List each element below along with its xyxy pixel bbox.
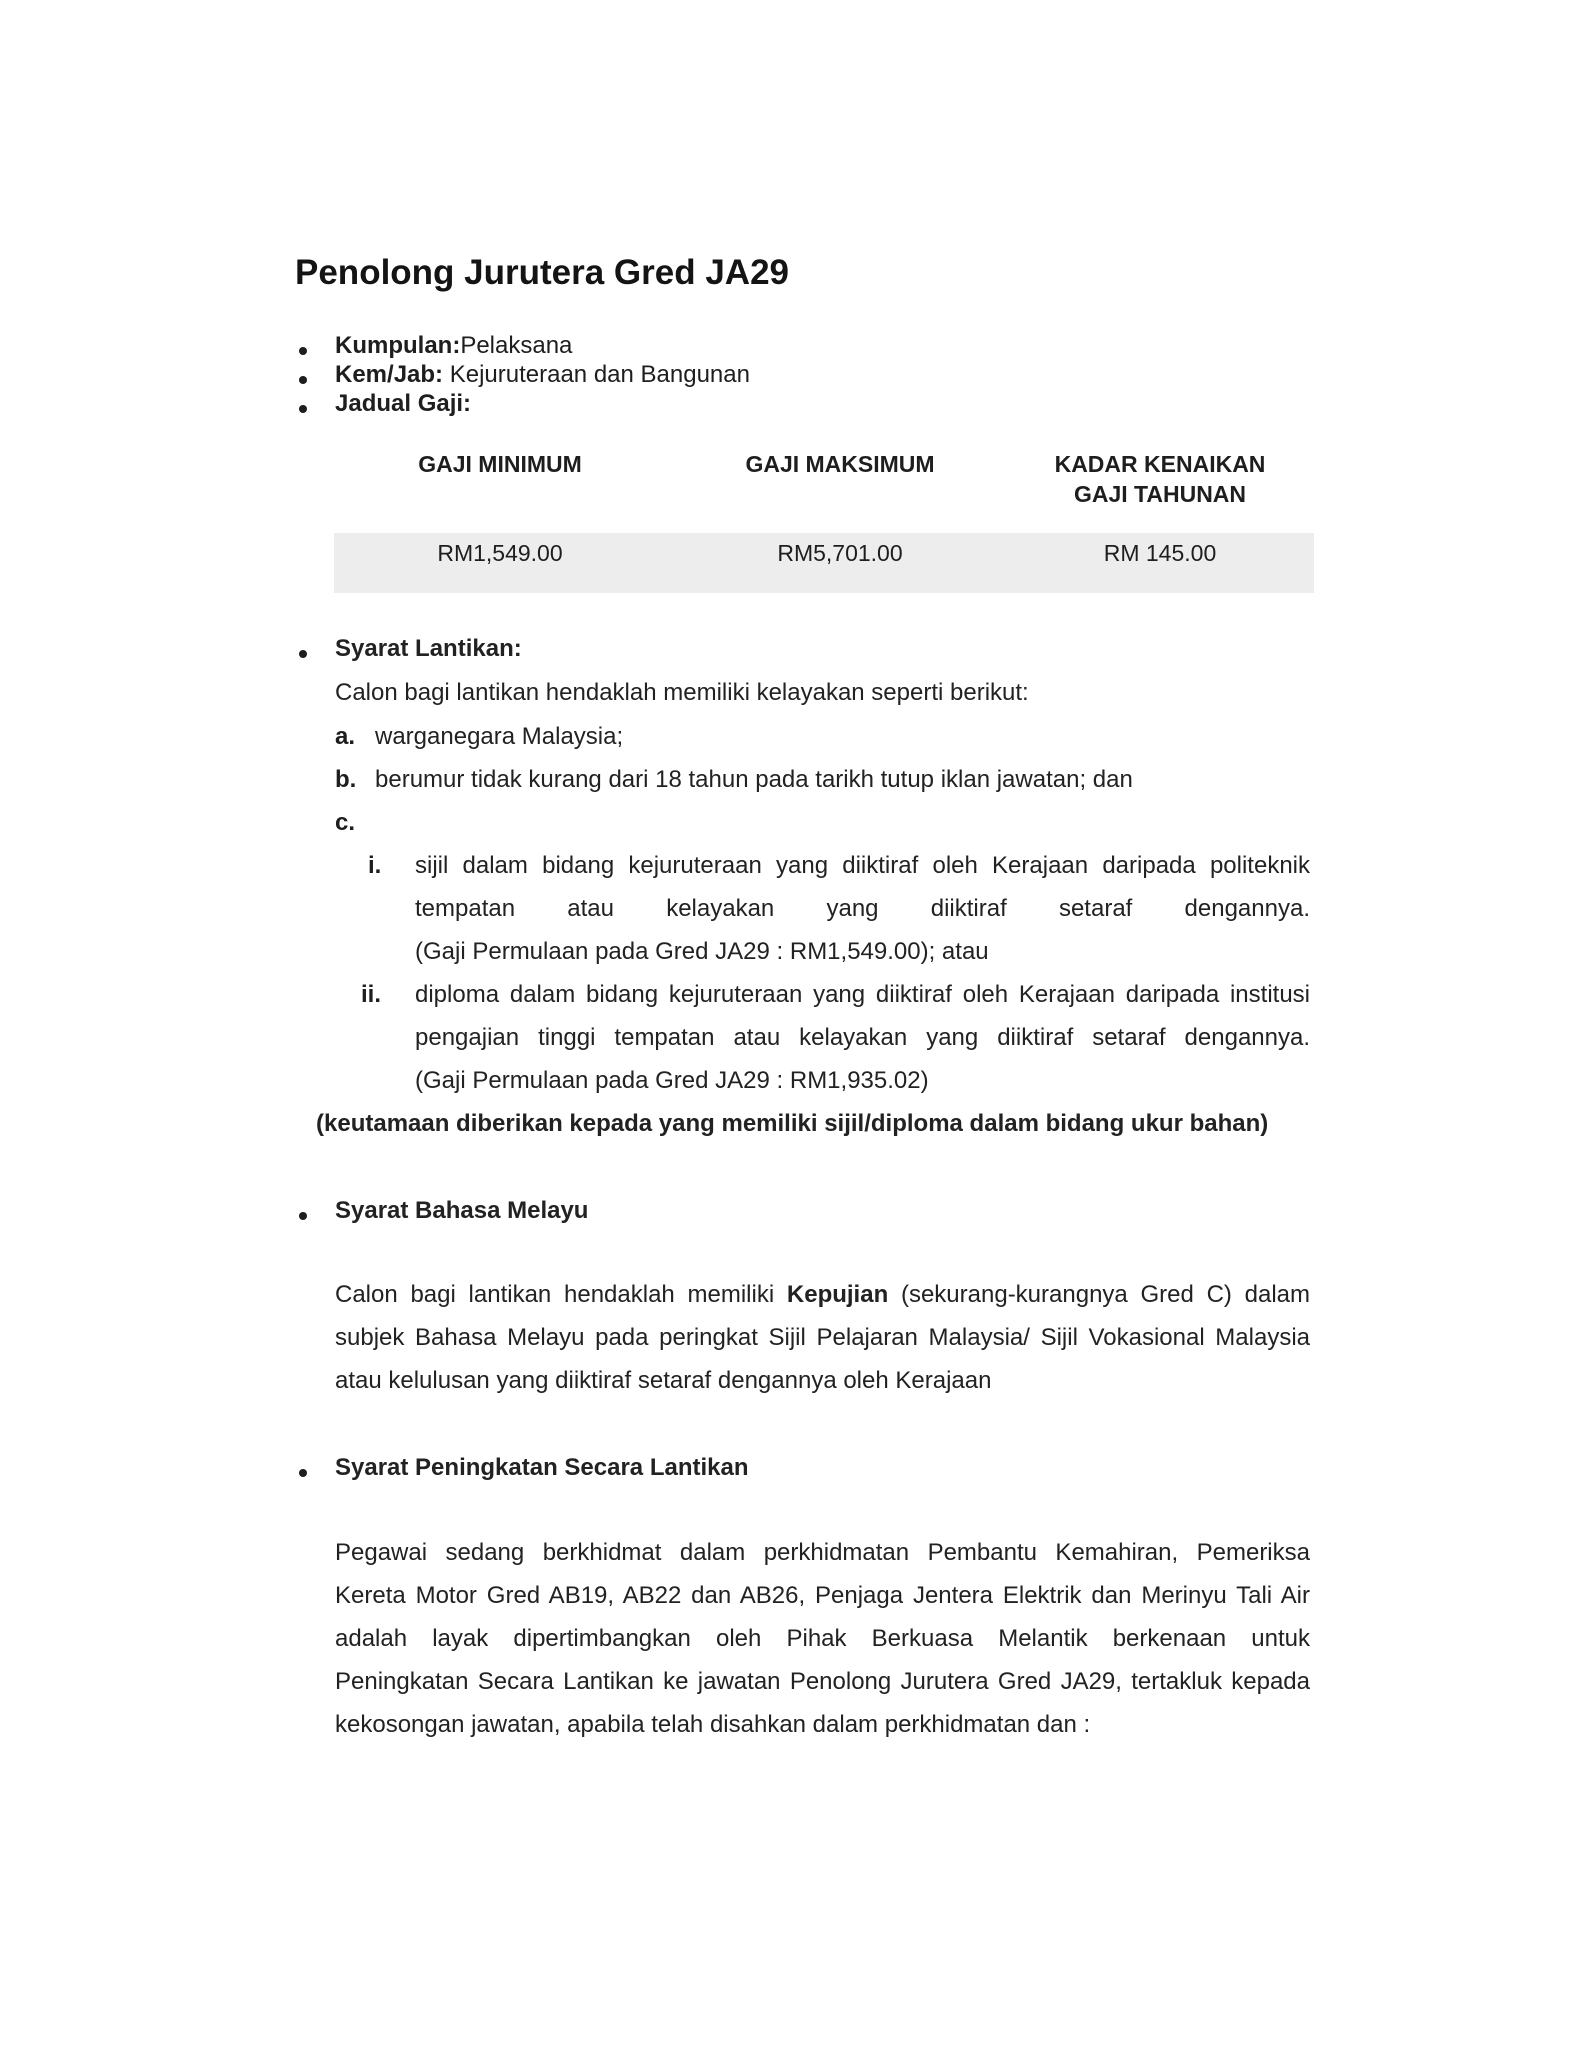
item-text-a: warganegara Malaysia; (375, 723, 624, 750)
priority-note: (keutamaan diberikan kepada yang memiliki sijil/diploma dalam bidang ukur bahan) (316, 1110, 1269, 1137)
syarat-bahasa-line-1 (335, 1281, 1310, 1309)
sub-item-marker-ii: ii. (361, 981, 382, 1008)
kepujian-text: Kepujian (786, 1281, 889, 1308)
header-gaji-minimum: GAJI MINIMUM (418, 451, 582, 477)
syarat-bahasa-line-1-pre: Calon bagi lantikan hendaklah memiliki (335, 1281, 787, 1308)
kemjab-label: Kem/Jab: (335, 361, 444, 388)
syarat-lantikan-intro: Calon bagi lantikan hendaklah memiliki kelayakan seperti berikut: (335, 679, 1029, 706)
bullet-icon (299, 1469, 307, 1477)
cell-gaji-minimum: RM1,549.00 (437, 540, 563, 566)
syarat-peningkatan-line-1: Pegawai sedang berkhidmat dalam perkhidmatan Pembantu Kemahiran, Pemeriksa (335, 1539, 1310, 1566)
bullet-icon (299, 405, 307, 413)
sub-item-marker-i: i. (368, 852, 382, 879)
bullet-icon (299, 347, 307, 355)
bullet-icon (299, 650, 307, 658)
kumpulan-value: Pelaksana (460, 332, 573, 359)
sub-item-i-line-3: (Gaji Permulaan pada Gred JA29 : RM1,549.00); atau (415, 938, 989, 965)
item-marker-b: b. (335, 766, 357, 793)
cell-kadar-kenaikan: RM 145.00 (1103, 540, 1217, 566)
sub-item-i-line-1: sijil dalam bidang kejuruteraan yang diiktiraf oleh Kerajaan daripada politeknik (415, 852, 1310, 879)
header-kadar-kenaikan: KADAR KENAIKAN GAJI TAHUNAN (1054, 451, 1266, 507)
syarat-lantikan-heading: Syarat Lantikan: (335, 635, 522, 662)
meta-jadual (335, 390, 471, 418)
syarat-peningkatan-heading: Syarat Peningkatan Secara Lantikan (335, 1454, 749, 1481)
item-marker-a: a. (335, 723, 356, 750)
syarat-bahasa-heading: Syarat Bahasa Melayu (335, 1197, 589, 1224)
item-marker-c: c. (335, 809, 356, 836)
meta-kemjab (335, 361, 750, 389)
meta-kumpulan (335, 332, 572, 360)
kemjab-value: Kejuruteraan dan Bangunan (449, 361, 750, 388)
syarat-peningkatan-line-4: Peningkatan Secara Lantikan ke jawatan Penolong Jurutera Gred JA29, tertakluk kepada (335, 1668, 1310, 1695)
sub-item-ii-line-1: diploma dalam bidang kejuruteraan yang diiktiraf oleh Kerajaan daripada institusi (415, 981, 1310, 1008)
jadual-label: Jadual Gaji: (335, 390, 472, 417)
item-text-b: berumur tidak kurang dari 18 tahun pada tarikh tutup iklan jawatan; dan (375, 766, 1133, 793)
syarat-peningkatan-line-5: kekosongan jawatan, apabila telah disahkan dalam perkhidmatan dan : (335, 1711, 1091, 1738)
kumpulan-label: Kumpulan: (335, 332, 461, 359)
header-gaji-maksimum: GAJI MAKSIMUM (745, 451, 935, 477)
syarat-bahasa-line-2: subjek Bahasa Melayu pada peringkat Sijil Pelajaran Malaysia/ Sijil Vokasional Malaysia (335, 1324, 1310, 1351)
page-title: Penolong Jurutera Gred JA29 (295, 253, 790, 292)
sub-item-i-line-2: tempatan atau kelayakan yang diiktiraf setaraf dengannya. (415, 895, 1310, 922)
bullet-icon (299, 1212, 307, 1220)
syarat-peningkatan-line-2: Kereta Motor Gred AB19, AB22 dan AB26, Penjaga Jentera Elektrik dan Merinyu Tali Air (335, 1582, 1310, 1609)
syarat-bahasa-line-1-post: (sekurang-kurangnya Gred C) dalam (888, 1281, 1310, 1308)
cell-gaji-maksimum: RM5,701.00 (777, 540, 903, 566)
bullet-icon (299, 376, 307, 384)
sub-item-ii-line-3: (Gaji Permulaan pada Gred JA29 : RM1,935.02) (415, 1067, 929, 1094)
sub-item-ii-line-2: pengajian tinggi tempatan atau kelayakan yang diiktiraf setaraf dengannya. (415, 1024, 1310, 1051)
syarat-peningkatan-line-3: adalah layak dipertimbangkan oleh Pihak Berkuasa Melantik berkenaan untuk (335, 1625, 1310, 1652)
syarat-bahasa-line-3: atau kelulusan yang diiktiraf setaraf dengannya oleh Kerajaan (335, 1367, 992, 1394)
